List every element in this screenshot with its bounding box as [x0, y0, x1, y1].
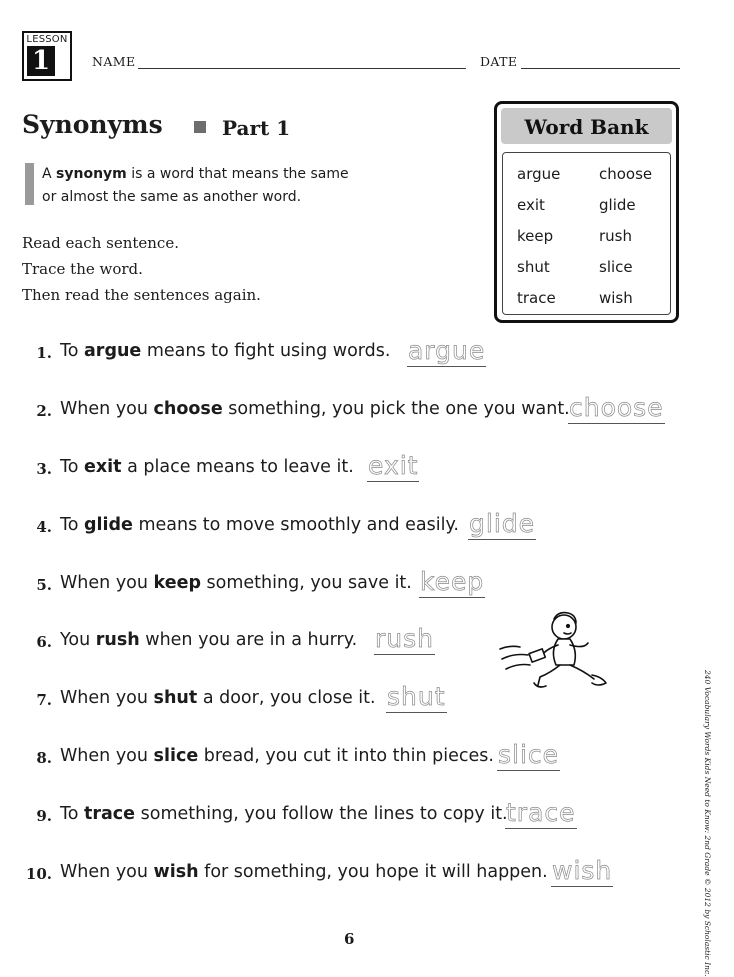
sentence-keyword: glide	[84, 515, 133, 535]
sentence-number: 2.	[36, 402, 52, 420]
sentence-after: a door, you close it.	[197, 688, 376, 708]
sentence-keyword: trace	[84, 804, 136, 824]
page-subtitle: Part 1	[222, 116, 291, 140]
title-separator	[194, 121, 206, 133]
sentence-after: something, you save it.	[200, 573, 412, 593]
sentence-number: 10.	[25, 865, 52, 883]
trace-word[interactable]: trace	[506, 798, 576, 827]
sentence-keyword: shut	[153, 688, 198, 708]
word-bank-word: wish	[599, 289, 633, 307]
page-title: Synonyms	[22, 110, 163, 139]
sentence-keyword: rush	[95, 630, 140, 650]
word-bank-word: keep	[517, 227, 554, 245]
date-label: DATE	[480, 54, 518, 69]
sentence-number: 9.	[36, 807, 52, 825]
sentence-keyword: keep	[153, 573, 201, 593]
name-label: NAME	[92, 54, 136, 69]
sentence-before: When you	[60, 746, 154, 766]
sentence-text	[60, 515, 459, 535]
word-bank-word: slice	[599, 258, 633, 276]
sentence-after: for something, you hope it will happen.	[198, 862, 548, 882]
sentence-keyword: exit	[84, 457, 122, 477]
instruction-3: Then read the sentences again.	[22, 286, 261, 304]
sentence-text	[60, 630, 357, 650]
sentence-number: 7.	[36, 691, 52, 709]
sentence-number: 3.	[36, 460, 52, 478]
trace-word[interactable]: shut	[387, 682, 446, 711]
sentence-number: 4.	[36, 518, 52, 536]
sentence-after: means to fight using words.	[141, 341, 391, 361]
sentence-before: To	[60, 515, 84, 535]
sentence-after: bread, you cut it into thin pieces.	[198, 746, 494, 766]
sentence-keyword: choose	[153, 399, 223, 419]
sentence-text	[60, 688, 376, 708]
sentence-after: something, you follow the lines to copy it.	[135, 804, 508, 824]
sentence-before: When you	[60, 573, 154, 593]
trace-word[interactable]: choose	[569, 393, 664, 422]
running-boy-icon	[498, 607, 614, 697]
word-bank-word: glide	[599, 196, 636, 214]
sentence-text	[60, 862, 548, 882]
definition-rest: is a word that means the same	[126, 166, 349, 182]
word-bank-word: shut	[517, 258, 550, 276]
sentence-number: 5.	[36, 576, 52, 594]
lesson-label: LESSON	[26, 34, 68, 45]
sentence-keyword: argue	[84, 341, 142, 361]
sentence-before: To	[60, 804, 84, 824]
sentence-after: something, you pick the one you want.	[222, 399, 570, 419]
trace-word[interactable]: exit	[368, 451, 419, 480]
name-field[interactable]	[138, 68, 466, 69]
word-bank-title: Word Bank	[501, 108, 672, 144]
sentence-number: 1.	[36, 344, 52, 362]
definition-term: synonym	[56, 166, 127, 182]
lesson-badge	[22, 31, 72, 81]
copyright-credit: 240 Vocabulary Words Kids Need to Know: 2nd Grade © 2012 by Scholastic Inc.	[703, 670, 712, 977]
sentence-keyword: wish	[153, 862, 199, 882]
trace-word[interactable]: wish	[552, 856, 613, 885]
word-bank-word: choose	[599, 165, 653, 183]
sentence-before: When you	[60, 688, 154, 708]
instruction-2: Trace the word.	[22, 260, 143, 278]
sentence-before: When you	[60, 399, 154, 419]
sentence-text	[60, 341, 390, 361]
sentence-before: You	[60, 630, 96, 650]
definition-intro: A	[42, 166, 57, 182]
sentence-number: 8.	[36, 749, 52, 767]
trace-word[interactable]: glide	[469, 509, 536, 538]
sentence-text	[60, 399, 570, 419]
word-bank-word: exit	[517, 196, 545, 214]
lesson-number: 1	[27, 46, 55, 76]
sentence-number: 6.	[36, 633, 52, 651]
trace-word[interactable]: slice	[498, 740, 560, 769]
sentence-after: a place means to leave it.	[121, 457, 354, 477]
definition-bar	[25, 163, 34, 205]
word-bank-word: argue	[517, 165, 561, 183]
sentence-after: when you are in a hurry.	[139, 630, 358, 650]
word-bank-word: rush	[599, 227, 632, 245]
definition-line-1	[42, 166, 349, 182]
definition-line-2: or almost the same as another word.	[42, 189, 302, 205]
word-bank	[494, 101, 679, 323]
sentence-keyword: slice	[153, 746, 199, 766]
sentence-text	[60, 746, 494, 766]
sentence-before: To	[60, 341, 84, 361]
date-field[interactable]	[521, 68, 680, 69]
sentence-before: To	[60, 457, 84, 477]
page-number: 6	[344, 930, 355, 948]
trace-word[interactable]: argue	[408, 336, 486, 365]
word-bank-list	[502, 152, 671, 315]
sentence-text	[60, 573, 412, 593]
sentence-text	[60, 457, 354, 477]
instruction-1: Read each sentence.	[22, 234, 179, 252]
word-bank-word: trace	[517, 289, 556, 307]
sentence-text	[60, 804, 508, 824]
sentence-before: When you	[60, 862, 154, 882]
trace-word[interactable]: rush	[375, 624, 434, 653]
trace-word[interactable]: keep	[420, 567, 485, 596]
sentence-after: means to move smoothly and easily.	[132, 515, 459, 535]
